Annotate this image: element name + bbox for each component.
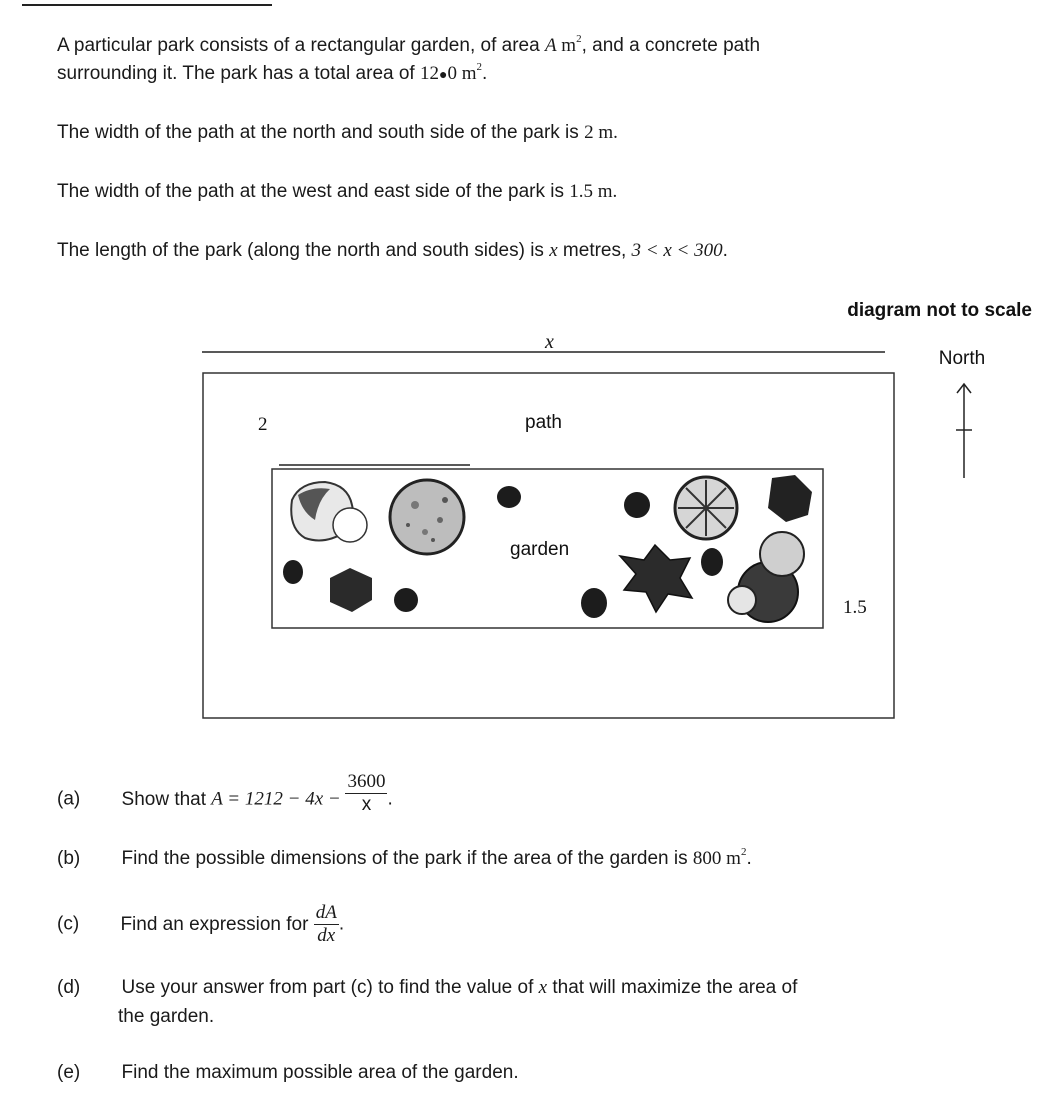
question-c [57, 902, 344, 947]
question-a [57, 771, 393, 816]
diagram-note: diagram not to scale [847, 300, 1032, 321]
question-text: Find the maximum possible area of the garden. [121, 1062, 519, 1083]
question-d-continued [118, 1006, 214, 1028]
unit: m. [593, 181, 618, 202]
question-label: (e) [57, 1062, 81, 1083]
fraction [345, 771, 387, 816]
derivative-fraction [314, 902, 339, 947]
garden-area-value: 800 [692, 848, 722, 869]
sentence-text: The length of the park (along the north and south sides) is [57, 240, 550, 261]
length-label: x [545, 331, 554, 353]
question-label: (c) [57, 913, 80, 935]
sentence-text: The width of the path at the west and east side of the park is [57, 181, 570, 202]
unit: m [721, 848, 741, 869]
question-text: Find an expression for [120, 913, 314, 935]
question-text: Show that [121, 788, 212, 810]
north-label: North [938, 348, 986, 369]
punctuation: . [387, 788, 393, 810]
fraction-numerator: 3600 [347, 771, 386, 792]
unit: m. [593, 122, 618, 143]
question-e [57, 1062, 519, 1084]
intro-text: A particular park consists of a rectangular garden, of area [57, 35, 545, 56]
area-variable: A [544, 35, 557, 56]
path-ns-width: 2 [584, 122, 594, 143]
exponent: 2 [576, 33, 582, 45]
punctuation: . [481, 63, 488, 84]
area-formula: A = 1212 − 4x − [211, 788, 346, 810]
garden-label: garden [510, 539, 570, 560]
sentence-text: The width of the path at the north and south side of the park is [57, 122, 585, 143]
path-we-width: 1.5 [569, 181, 593, 202]
path-label: path [525, 412, 562, 433]
length-variable: x [538, 977, 548, 998]
punctuation: . [746, 848, 752, 869]
total-area-value: 12 [419, 63, 439, 84]
exponent: 2 [476, 61, 482, 73]
unit: m [456, 63, 477, 84]
punctuation: . [338, 913, 345, 935]
question-text: the garden. [118, 1006, 215, 1027]
unit: m [556, 35, 577, 56]
question-text: Use your answer from part (c) to find the value of [121, 977, 539, 998]
path-we-width-label: 1.5 [843, 597, 867, 618]
question-b [57, 848, 752, 870]
total-area-value: 0 [447, 63, 457, 84]
ink-smudge: ● [438, 68, 448, 83]
question-d [57, 977, 797, 999]
length-variable: x [549, 240, 558, 261]
punctuation: . [722, 240, 728, 261]
question-text: Find the possible dimensions of the park if the area of the garden is [121, 848, 693, 869]
sentence-text: metres, [557, 240, 632, 261]
question-text: that will maximize the area of [547, 977, 798, 998]
north-arrow-icon [956, 384, 972, 478]
fraction-denominator: x [361, 794, 372, 815]
length-range: 3 < x < 300 [631, 240, 723, 261]
intro-text: surrounding it. The park has a total area of [57, 63, 420, 84]
question-label: (d) [57, 977, 81, 998]
intro-text: , and a concrete path [581, 35, 761, 56]
fraction-numerator: dA [315, 902, 337, 923]
exponent: 2 [740, 846, 747, 858]
question-label: (a) [57, 788, 81, 810]
fraction-denominator: dx [317, 925, 336, 946]
question-label: (b) [57, 848, 81, 869]
path-ns-width-label: 2 [258, 414, 268, 435]
